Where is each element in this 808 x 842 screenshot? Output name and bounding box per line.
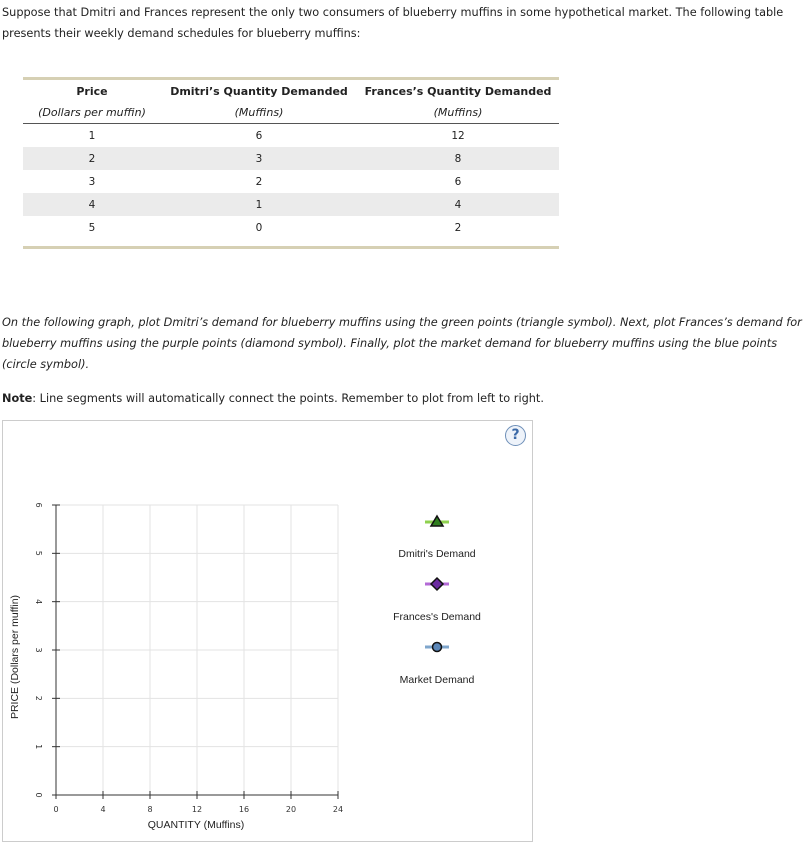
subheader-dmitri-units: (Muffins) [161,102,357,124]
table-row [23,124,559,148]
cell-price: 1 [88,129,96,142]
x-tick-label: 0 [53,805,59,814]
legend-frances-label: Frances's Demand [393,611,481,623]
legend-market[interactable] [400,643,475,687]
cell-frances: 12 [451,129,465,142]
y-tick-label: 4 [34,599,43,605]
cell-dmitri: 1 [161,193,357,216]
header-price: Price [76,84,108,98]
x-tick-label: 20 [285,805,297,814]
cell-dmitri: 0 [255,221,263,234]
table-row [23,216,559,239]
subheader-frances-units: (Muffins) [357,102,559,124]
intro-text: Suppose that Dmitri and Frances represent the only two consumers of blueberry muffins in some hypothetical market. The following table presents their weekly demand schedules for blueberry muffins: [2,6,784,40]
table-row [23,147,559,170]
cell-price: 3 [88,175,96,188]
y-tick-label: 5 [34,550,43,556]
note-label: Note [2,392,33,405]
note-body: : Line segments will automatically connect the points. Remember to plot from left to right. [32,392,544,405]
cell-price: 2 [23,147,161,170]
cell-frances: 6 [454,175,462,188]
cell-dmitri: 2 [255,175,263,188]
purple-diamond-icon[interactable] [431,578,443,590]
cell-frances: 4 [357,193,559,216]
legend-market-label: Market Demand [399,674,475,686]
cell-frances: 2 [454,221,462,234]
graph-panel[interactable] [2,420,533,842]
note-text [2,388,544,409]
legend-dmitri[interactable] [398,516,475,560]
header-dmitri-qty: Dmitri’s Quantity Demanded [170,84,348,98]
y-tick-label: 3 [34,647,43,653]
table-row [23,170,559,193]
y-tick-label: 6 [34,502,43,508]
table-bottom-rule [23,246,559,249]
subheader-price-units: (Dollars per muffin) [23,102,161,124]
cell-price: 4 [23,193,161,216]
x-tick-label: 4 [100,805,106,814]
blue-circle-icon[interactable] [433,643,442,652]
demand-graph[interactable] [3,421,532,832]
y-axis-title: PRICE (Dollars per muffin) [9,594,21,720]
legend-dmitri-label: Dmitri's Demand [398,548,476,560]
x-tick-label: 8 [147,805,153,814]
y-tick-label: 0 [34,792,43,798]
cell-price: 5 [88,221,96,234]
cell-dmitri: 6 [255,129,263,142]
grid-lines [56,505,338,795]
cell-frances: 8 [357,147,559,170]
header-frances-qty: Frances’s Quantity Demanded [364,84,552,98]
graph-instructions: On the following graph, plot Dmitri’s demand for blueberry muffins using the green points (triangle symbol). Next, plot Frances’s demand for blueberry muffins using the purple points (diamond symbol). Finally, plot the market demand for blueberry muffins using the blue points (circle symbol). [2,316,802,371]
x-tick-label: 12 [191,805,203,814]
y-tick-label: 2 [34,695,43,701]
demand-schedule-table [23,77,559,249]
x-tick-label: 16 [238,805,250,814]
cell-dmitri: 3 [161,147,357,170]
legend-frances[interactable] [393,578,481,623]
x-tick-label: 24 [332,805,344,814]
table-row [23,193,559,216]
y-tick-label: 1 [34,744,43,750]
x-axis-title: QUANTITY (Muffins) [147,819,245,831]
help-icon[interactable]: ? [505,425,526,446]
